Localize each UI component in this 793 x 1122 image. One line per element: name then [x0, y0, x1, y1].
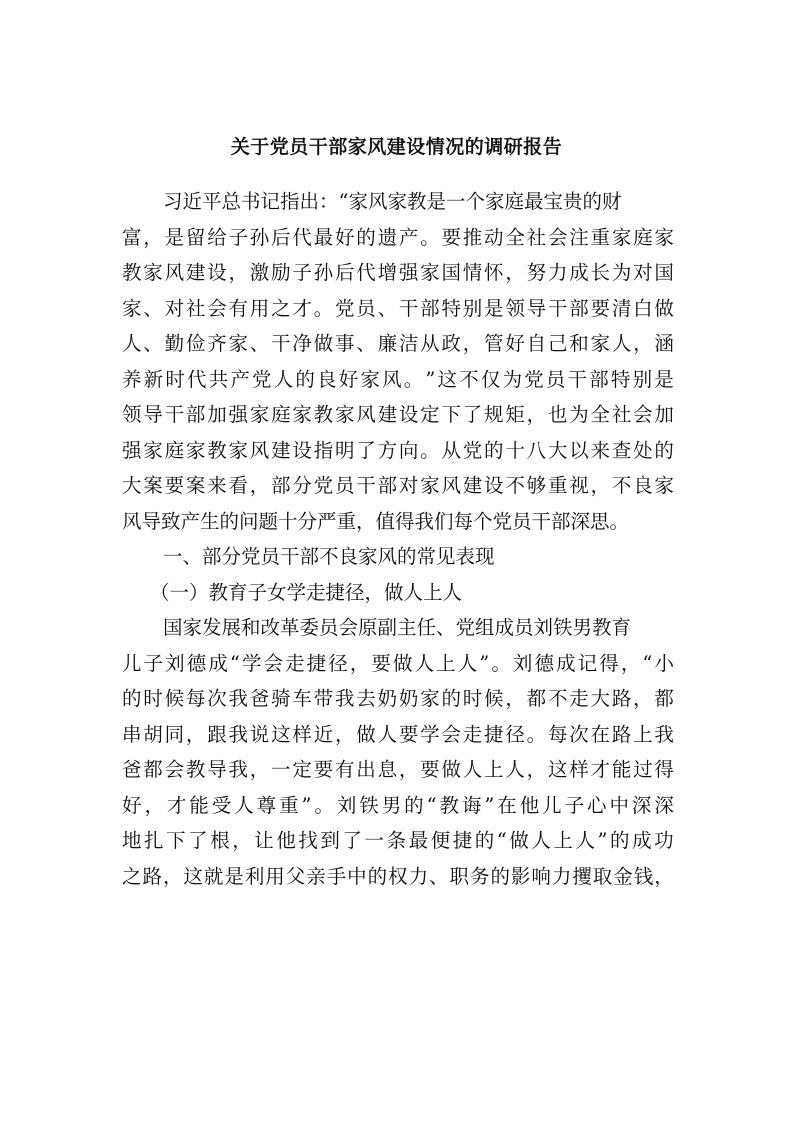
- paragraph-line: 人 、 勤 俭 齐 家 、 干 净 做 事 、 廉 洁 从 政 ， 管 好 自 己 和 家 人 ， 涵: [122, 332, 674, 355]
- paragraph-line: 地 扎 下 了 根 ， 让 他 找 到 了 一 条 最 便 捷 的 “ 做 人 上 人 ” 的 成 功: [122, 829, 674, 852]
- paragraph-line: 串 胡 同 ， 跟 我 说 这 样 近 ， 做 人 要 学 会 走 捷 径 。 每 次 在 路 上 我: [122, 722, 674, 746]
- paragraph-line: 教 家 风 建 设 ， 激 励 子 孙 后 代 增 强 家 国 情 怀 ， 努 力 成 长 为 对 国: [122, 261, 674, 284]
- paragraph-line: 养 新 时 代 共 产 党 人 的 良 好 家 风 。 ” 这 不 仅 为 党 员 干 部 特 别 是: [122, 367, 674, 391]
- paragraph-line: 儿 子 刘 德 成 “ 学 会 走 捷 径 ， 要 做 人 上 人 ” 。 刘 德 成 记 得 ， “ 小: [122, 651, 674, 675]
- paragraph-line: 的 时 候 每 次 我 爸 骑 车 带 我 去 奶 奶 家 的 时 候 ， 都 不 走 大 路 ， 都: [122, 687, 674, 710]
- paragraph-line: 之 路 ， 这 就 是 利 用 父 亲 手 中 的 权 力 、 职 务 的 影 响 力 攫 取 金 钱 ，: [122, 864, 674, 888]
- section-heading: 一、部分党员干部不良家风的常见表现: [163, 545, 495, 568]
- paragraph-line: 富 ， 是 留 给 子 孙 后 代 最 好 的 遗 产 。 要 推 动 全 社 会 注 重 家 庭 家: [122, 225, 674, 249]
- paragraph-line: 领 导 干 部 加 强 家 庭 家 教 家 风 建 设 定 下 了 规 矩 ， 也 为 全 社 会 加: [122, 403, 674, 426]
- document-title: 关于党员干部家风建设情况的调研报告: [230, 136, 563, 158]
- subsection-heading: （一）教育子女学走捷径，做人上人: [150, 580, 463, 604]
- paragraph-line: 风导致产生的问题十分严重，值得我们每个党员干部深思。: [122, 509, 630, 533]
- paragraph-line: 家 、 对 社 会 有 用 之 才 。 党 员 、 干 部 特 别 是 领 导 干 部 要 清 白 做: [122, 296, 674, 320]
- paragraph-line: 国家发展和改革委员会原副主任、党组成员刘铁男教育: [163, 616, 632, 639]
- paragraph-line: 习近平总书记指出：“家风家教是一个家庭最宝贵的财: [163, 190, 622, 213]
- document-body: [122, 184, 674, 894]
- paragraph-line: 爸 都 会 教 导 我 ， 一 定 要 有 出 息 ， 要 做 人 上 人 ， 这 样 才 能 过 得: [122, 758, 674, 781]
- paragraph-line: 强 家 庭 家 教 家 风 建 设 指 明 了 方 向 。 从 党 的 十 八 大 以 来 查 处 的: [122, 438, 674, 462]
- paragraph-line: 好 ， 才 能 受 人 尊 重 ” 。 刘 铁 男 的 “ 教 诲 ” 在 他 儿 子 心 中 深 深: [122, 793, 674, 817]
- paragraph-line: 大 案 要 案 来 看 ， 部 分 党 员 干 部 对 家 风 建 设 不 够 重 视 ， 不 良 家: [122, 474, 674, 497]
